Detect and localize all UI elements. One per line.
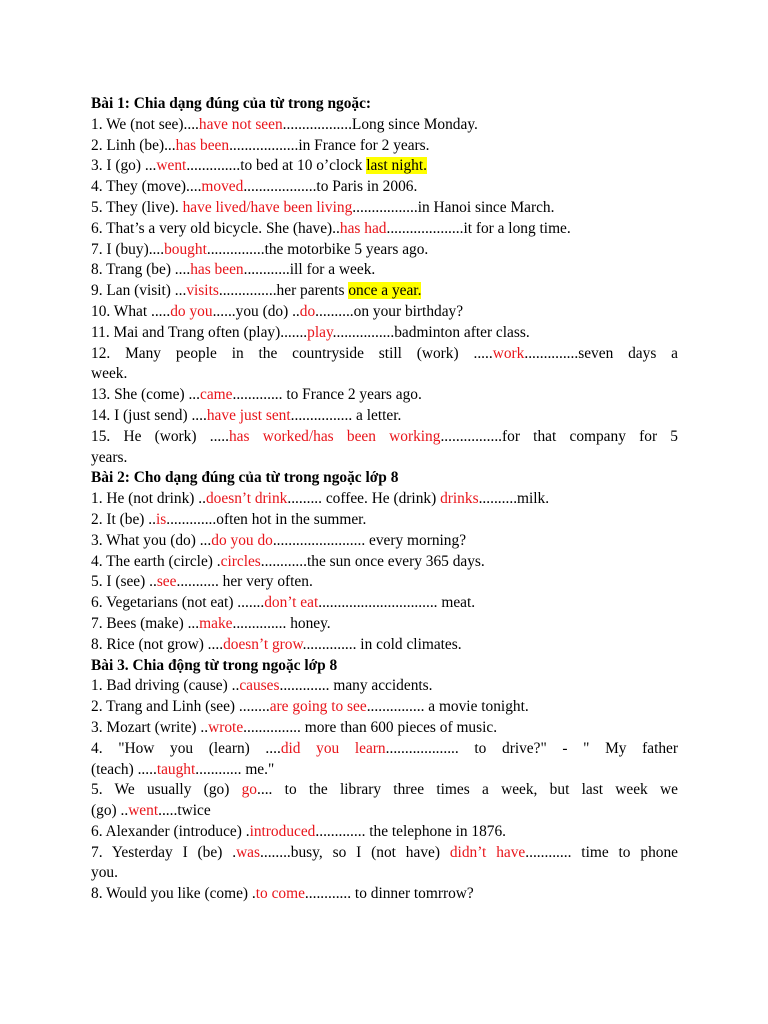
line-text: ............ill for a week. [243, 261, 376, 279]
answer-text: did you learn [280, 739, 386, 757]
exercise-line [91, 593, 678, 614]
exercise-line [91, 177, 678, 198]
answer-text: visits [186, 282, 219, 300]
line-text: 6. That’s a very old bicycle. She (have).. [91, 219, 340, 237]
exercise-line [91, 572, 678, 593]
answer-text: has worked/has been working [228, 427, 441, 445]
line-text: 12. Many people in the countryside still (work) ..... [91, 344, 493, 362]
exercise-line [91, 385, 678, 406]
line-text: 7. Yesterday I (be) . [91, 843, 237, 861]
line-text: ................badminton after class. [332, 323, 530, 341]
line-text: ........busy, so I (not have) [260, 843, 450, 861]
exercise-line [91, 489, 678, 510]
exercise-line [91, 219, 678, 240]
answer-text: bought [164, 240, 207, 258]
line-text: ..................Long since Monday. [282, 115, 478, 133]
line-text: 1. He (not drink) .. [91, 490, 206, 508]
exercise-line [91, 448, 678, 469]
exercise-line [91, 427, 678, 448]
exercise-line [91, 323, 678, 344]
line-text: 10. What ..... [91, 302, 171, 320]
exercise-line [91, 676, 678, 697]
exercise-line [91, 884, 678, 905]
line-text: ......you (do) .. [212, 302, 300, 320]
line-text: 8. Trang (be) .... [91, 261, 191, 279]
line-text: ..............to bed at 10 o’clock [186, 157, 367, 175]
line-text: 13. She (come) ... [91, 386, 200, 404]
answer-text: have not seen [198, 115, 283, 133]
line-text: ..........on your birthday? [315, 302, 464, 320]
line-text: you. [91, 864, 118, 882]
line-text: ...............the motorbike 5 years ago. [206, 240, 429, 258]
line-text: .............often hot in the summer. [166, 510, 367, 528]
line-text: 9. Lan (visit) ... [91, 282, 187, 300]
exercise-line [91, 780, 678, 801]
line-text: (go) .. [91, 802, 129, 820]
line-text: .............. in cold climates. [302, 635, 462, 653]
answer-text: causes [239, 677, 280, 695]
highlighted-text: once a year. [348, 282, 422, 300]
answer-text: circles [220, 552, 261, 570]
exercise-line [91, 302, 678, 323]
line-text: ............................... meat. [318, 594, 476, 612]
line-text: 7. Bees (make) ... [91, 614, 200, 632]
exercise-line [91, 136, 678, 157]
answer-text: do you [170, 302, 213, 320]
answer-text: do [299, 302, 316, 320]
answer-text: do you do [211, 531, 273, 549]
line-text: ...................to Paris in 2006. [243, 178, 418, 196]
exercise-line [91, 614, 678, 635]
exercise-line [91, 156, 678, 177]
exercise-line [91, 822, 678, 843]
line-text: ............. many accidents. [279, 677, 433, 695]
answer-text: see [156, 573, 177, 591]
line-text: .................in Hanoi since March. [352, 198, 555, 216]
line-text: 1. Bad driving (cause) .. [91, 677, 240, 695]
line-text: week. [91, 365, 128, 383]
answer-text: go [241, 781, 257, 799]
answer-text: doesn’t drink [205, 490, 288, 508]
answer-text: taught [156, 760, 196, 778]
line-text: 8. Would you like (come) . [91, 885, 256, 903]
line-text: ..............seven days a [524, 344, 678, 362]
line-text: 2. Linh (be)... [91, 136, 176, 154]
line-text: ........... her very often. [176, 573, 313, 591]
line-text: .... to the library three times a week, but last week we [257, 781, 678, 799]
answer-text: didn’t have [449, 843, 526, 861]
line-text: 5. We usually (go) [91, 781, 242, 799]
answer-text: introduced [249, 822, 316, 840]
line-text: ............the sun once every 365 days. [260, 552, 485, 570]
line-text: ............. the telephone in 1876. [315, 822, 507, 840]
line-text: .............. honey. [232, 614, 331, 632]
exercise-line [91, 739, 678, 760]
answer-text: went [156, 157, 187, 175]
line-text: ...............her parents [218, 282, 349, 300]
answer-text: wrote [208, 718, 244, 736]
line-text: (teach) ..... [91, 760, 157, 778]
exercise-line [91, 843, 678, 864]
line-text: 7. I (buy).... [91, 240, 165, 258]
exercise-line [91, 510, 678, 531]
line-text: 4. "How you (learn) .... [91, 739, 281, 757]
line-text: 3. Mozart (write) .. [91, 718, 209, 736]
line-text: 14. I (just send) .... [91, 406, 207, 424]
line-text: 6. Vegetarians (not eat) ....... [91, 594, 265, 612]
line-text: 8. Rice (not grow) .... [91, 635, 224, 653]
exercise-line [91, 801, 678, 822]
answer-text: doesn’t grow [223, 635, 303, 653]
line-text: .....twice [158, 802, 211, 820]
answer-text: has been [175, 136, 230, 154]
line-text: ..................in France for 2 years. [229, 136, 430, 154]
line-text: ................ a letter. [290, 406, 402, 424]
answer-text: don’t eat [264, 594, 319, 612]
line-text: 3. What you (do) ... [91, 531, 212, 549]
exercise-line [91, 406, 678, 427]
answer-text: has been [190, 261, 244, 279]
line-text: 2. It (be) .. [91, 510, 156, 528]
line-text: 2. Trang and Linh (see) ........ [91, 698, 270, 716]
line-text: 1. We (not see).... [91, 115, 199, 133]
exercise-line [91, 863, 678, 884]
answer-text: work [492, 344, 525, 362]
exercise-line [91, 531, 678, 552]
line-text: ................for that company for 5 [440, 427, 678, 445]
line-text: 3. I (go) ... [91, 157, 157, 175]
answer-text: to come [255, 885, 305, 903]
answer-text: make [199, 614, 233, 632]
answer-text: are going to see [269, 698, 367, 716]
exercise-line [91, 115, 678, 136]
exercise-line [91, 718, 678, 739]
answer-text: have lived/have been living [182, 198, 353, 216]
line-text: 6. Alexander (introduce) . [91, 822, 250, 840]
highlighted-text: last night. [366, 157, 427, 175]
line-text: Bài 1: Chia dạng đúng của từ trong ngoặc: [91, 95, 372, 112]
exercise-line [91, 198, 678, 219]
section-heading [91, 94, 678, 115]
exercise-line [91, 364, 678, 385]
line-text: 15. He (work) ..... [91, 427, 229, 445]
worksheet-page [91, 94, 678, 905]
line-text: ........................ every morning? [272, 531, 467, 549]
exercise-line [91, 260, 678, 281]
answer-text: has had [339, 219, 387, 237]
answer-text: drinks [440, 490, 479, 508]
exercise-line [91, 240, 678, 261]
line-text: Bài 2: Cho dạng đúng của từ trong ngoặc lớp 8 [91, 469, 399, 487]
line-text: ....................it for a long time. [386, 219, 571, 237]
section-heading [91, 468, 678, 489]
answer-text: is [155, 510, 167, 528]
exercise-line [91, 760, 678, 781]
line-text: ............. to France 2 years ago. [232, 386, 422, 404]
line-text: 11. Mai and Trang often (play)....... [91, 323, 308, 341]
line-text: Bài 3. Chia động từ trong ngoặc lớp 8 [91, 656, 338, 674]
exercise-line [91, 552, 678, 573]
exercise-line [91, 697, 678, 718]
line-text: ......... coffee. He (drink) [287, 490, 441, 508]
section-heading [91, 656, 678, 677]
answer-text: play [307, 323, 333, 341]
line-text: ................... to drive?" - " My father [385, 739, 678, 757]
answer-text: was [236, 843, 260, 861]
line-text: ............ to dinner tomrrow? [304, 885, 474, 903]
exercise-line [91, 635, 678, 656]
answer-text: moved [201, 178, 244, 196]
line-text: 5. I (see) .. [91, 573, 157, 591]
line-text: ............ me." [195, 760, 275, 778]
line-text: ............... more than 600 pieces of music. [243, 718, 498, 736]
answer-text: went [128, 802, 159, 820]
line-text: 4. The earth (circle) . [91, 552, 221, 570]
line-text: ............ time to phone [525, 843, 678, 861]
exercise-line [91, 281, 678, 302]
answer-text: have just sent [206, 406, 291, 424]
line-text: years. [91, 448, 128, 466]
exercise-line [91, 344, 678, 365]
line-text: 5. They (live). [91, 198, 183, 216]
line-text: ............... a movie tonight. [366, 698, 529, 716]
answer-text: came [200, 386, 233, 404]
line-text: ..........milk. [478, 490, 550, 508]
line-text: 4. They (move).... [91, 178, 202, 196]
